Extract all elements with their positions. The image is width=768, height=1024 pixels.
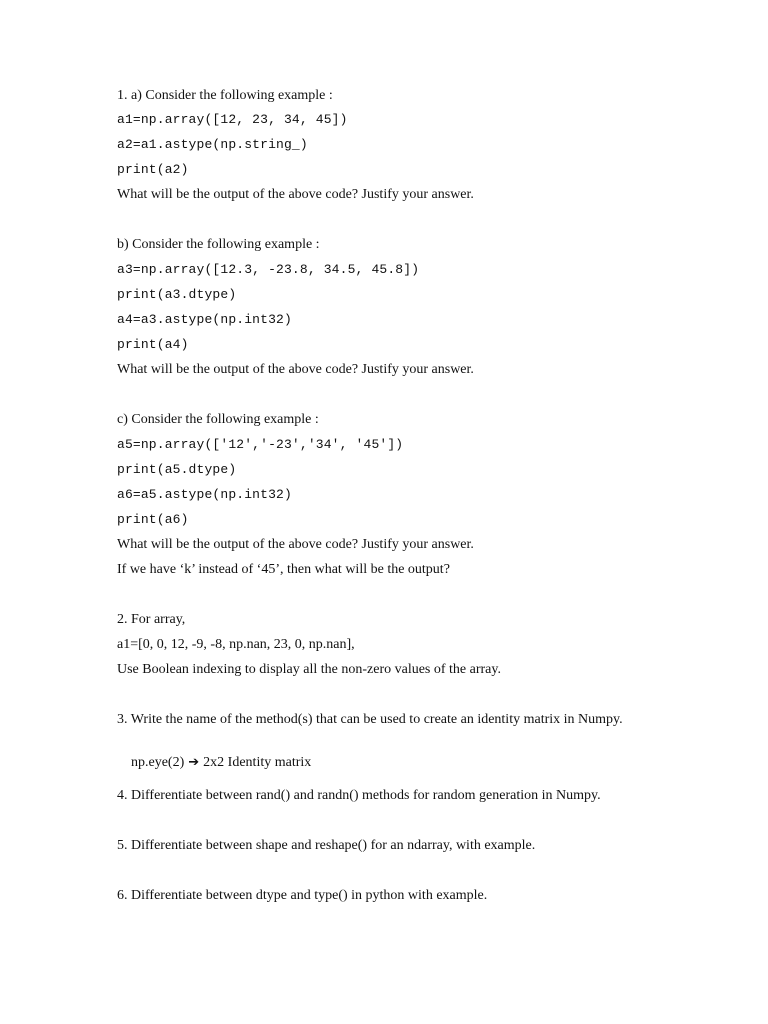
q1a-code-line-2: a2=a1.astype(np.string_) xyxy=(117,137,308,152)
q1c-code-line-2: print(a5.dtype) xyxy=(117,462,237,477)
q2-array: a1=[0, 0, 12, -9, -8, np.nan, 23, 0, np.nan], xyxy=(117,637,355,652)
q1b-question: What will be the output of the above code? Justify your answer. xyxy=(117,362,474,377)
q1a-code-line-3: print(a2) xyxy=(117,162,189,177)
q1c-code-line-3: a6=a5.astype(np.int32) xyxy=(117,487,292,502)
q4-question: 4. Differentiate between rand() and randn() methods for random generation in Numpy. xyxy=(117,788,601,803)
q1a-code-line-1: a1=np.array([12, 23, 34, 45]) xyxy=(117,112,348,127)
q1a-question: What will be the output of the above code? Justify your answer. xyxy=(117,187,474,202)
q6-question: 6. Differentiate between dtype and type() in python with example. xyxy=(117,888,488,903)
q3-example xyxy=(117,736,312,770)
q1c-code-line-4: print(a6) xyxy=(117,512,189,527)
q1b-code-line-1: a3=np.array([12.3, -23.8, 34.5, 45.8]) xyxy=(117,262,420,277)
q1c-question: What will be the output of the above code? Justify your answer. xyxy=(117,537,474,552)
q1c-intro: c) Consider the following example : xyxy=(117,412,319,427)
q1b-code-line-3: a4=a3.astype(np.int32) xyxy=(117,312,292,327)
q5-question: 5. Differentiate between shape and reshape() for an ndarray, with example. xyxy=(117,838,536,853)
q2-task: Use Boolean indexing to display all the non-zero values of the array. xyxy=(117,662,501,677)
q1b-intro: b) Consider the following example : xyxy=(117,237,320,252)
q1a-intro: 1. a) Consider the following example : xyxy=(117,88,333,103)
q3-question: 3. Write the name of the method(s) that can be used to create an identity matrix in Numpy. xyxy=(117,712,623,727)
q3-example-result: 2x2 Identity matrix xyxy=(203,755,312,770)
q1c-code-line-1: a5=np.array(['12','-23','34', '45']) xyxy=(117,437,404,452)
q1c-followup: If we have ‘k’ instead of ‘45’, then what will be the output? xyxy=(117,562,450,577)
q3-example-code: np.eye(2) xyxy=(131,755,185,770)
q2-title: 2. For array, xyxy=(117,612,186,627)
q1b-code-line-4: print(a4) xyxy=(117,337,189,352)
right-arrow-icon: ➔ xyxy=(188,755,200,770)
q1b-code-line-2: print(a3.dtype) xyxy=(117,287,237,302)
